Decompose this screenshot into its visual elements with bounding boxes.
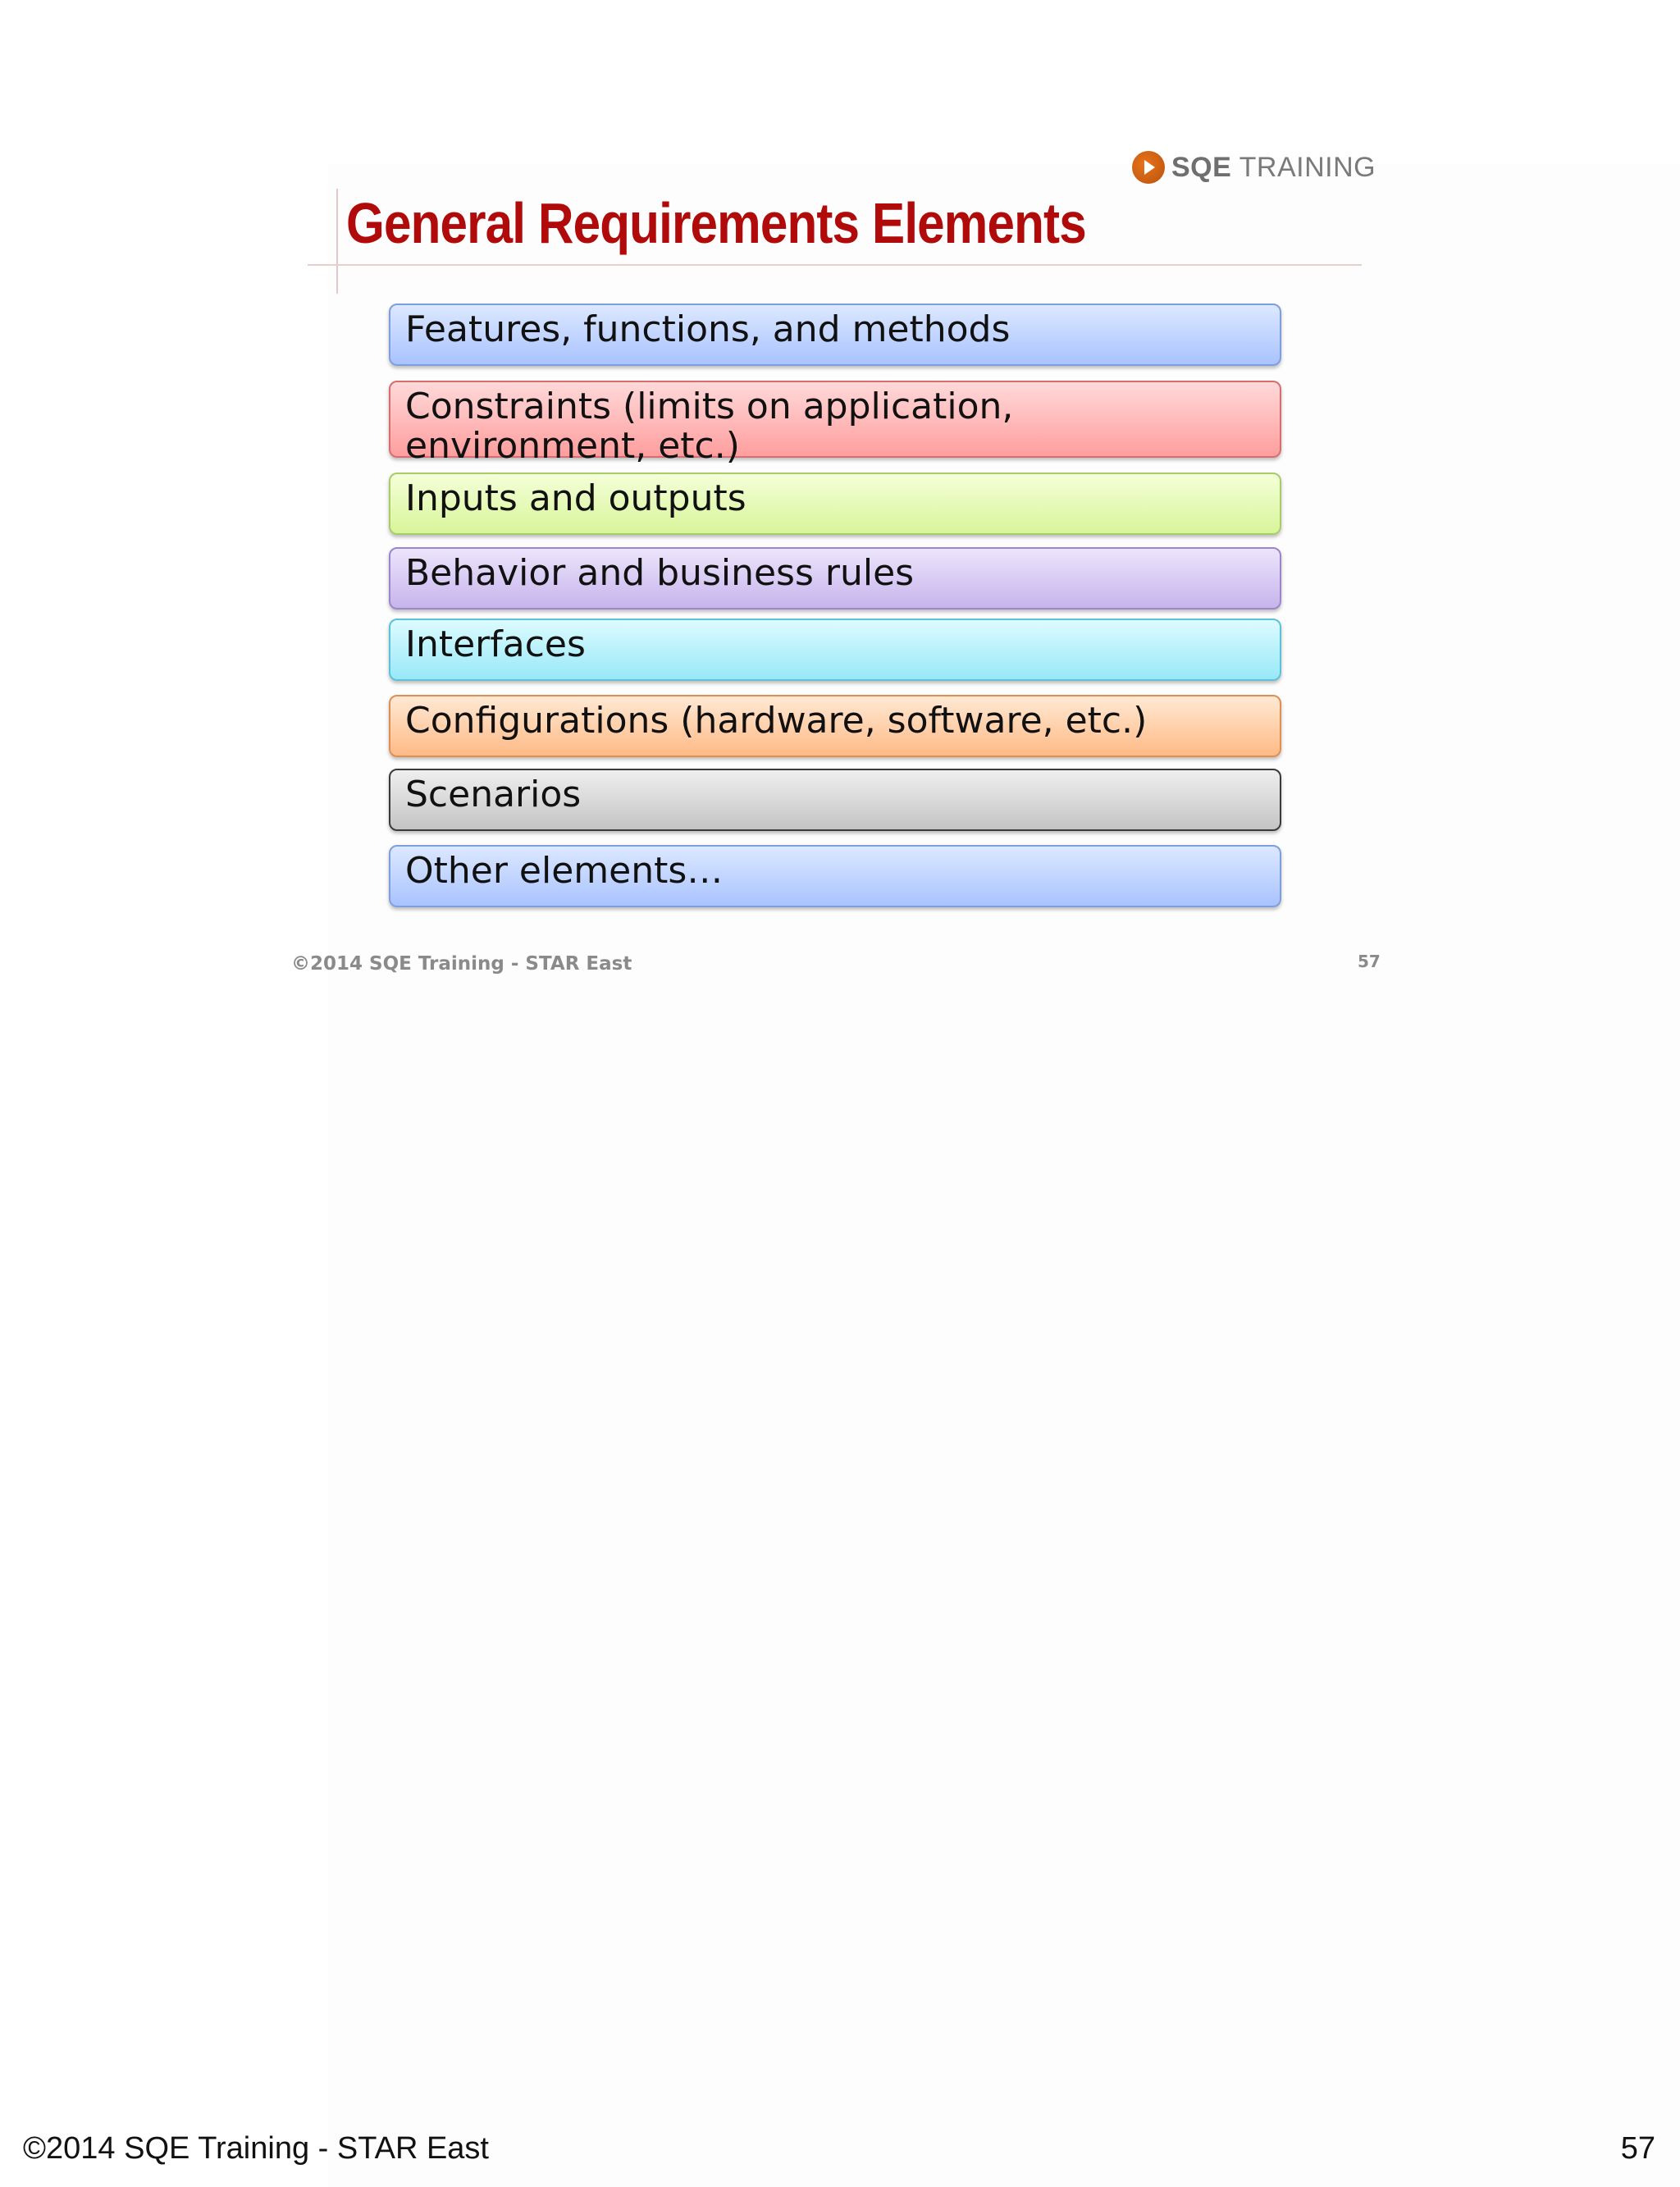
slide bbox=[287, 131, 1395, 993]
slide-title: General Requirements Elements bbox=[346, 191, 1086, 255]
slide-number: 57 bbox=[1358, 952, 1381, 971]
list-item-constraints: Constraints (limits on application, environment, etc.) bbox=[389, 381, 1281, 458]
list-item-inputs-outputs: Inputs and outputs bbox=[389, 473, 1281, 535]
logo-brand-light: TRAINING bbox=[1239, 151, 1376, 183]
title-vertical-rule bbox=[336, 189, 338, 294]
title-horizontal-rule bbox=[308, 264, 1362, 266]
list-item-behavior-rules: Behavior and business rules bbox=[389, 547, 1281, 610]
play-icon bbox=[1132, 151, 1165, 184]
page-copyright: ©2014 SQE Training - STAR East bbox=[23, 2131, 489, 2166]
logo-text bbox=[1171, 152, 1376, 184]
page-number: 57 bbox=[1620, 2131, 1655, 2166]
list-item-scenarios: Scenarios bbox=[389, 769, 1281, 831]
list-item-interfaces: Interfaces bbox=[389, 619, 1281, 681]
slide-copyright: ©2014 SQE Training - STAR East bbox=[291, 953, 632, 975]
logo-brand-bold: SQE bbox=[1171, 151, 1232, 183]
sqe-training-logo bbox=[1132, 148, 1376, 187]
list-item-features: Features, functions, and methods bbox=[389, 304, 1281, 366]
list-item-other: Other elements… bbox=[389, 845, 1281, 907]
list-item-configurations: Configurations (hardware, software, etc.) bbox=[389, 695, 1281, 757]
